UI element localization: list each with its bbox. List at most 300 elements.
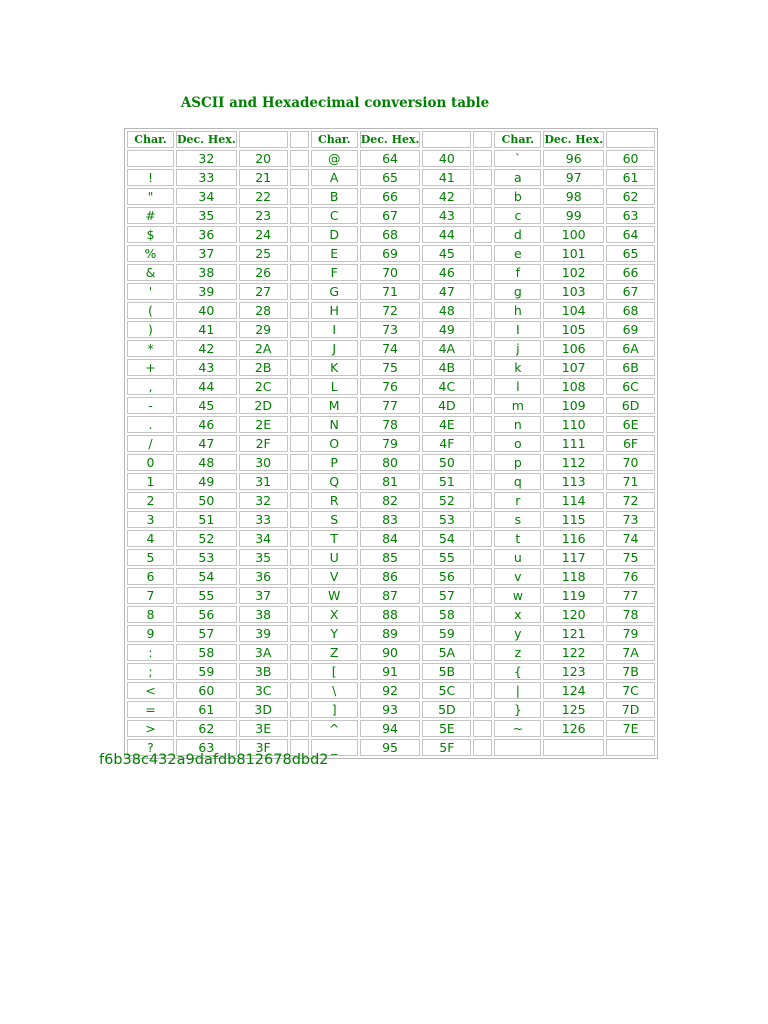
dec-cell: 57 <box>176 625 237 642</box>
table-row <box>127 378 655 395</box>
char-cell: c <box>494 207 541 224</box>
hex-cell: 3A <box>239 644 288 661</box>
char-cell: , <box>127 378 174 395</box>
hex-cell: 47 <box>422 283 471 300</box>
char-cell: { <box>494 663 541 680</box>
hex-cell: 33 <box>239 511 288 528</box>
spacer-cell <box>473 302 492 319</box>
hex-cell: 62 <box>606 188 655 205</box>
char-cell: v <box>494 568 541 585</box>
spacer-cell <box>473 587 492 604</box>
char-cell: O <box>311 435 358 452</box>
dec-cell: 50 <box>176 492 237 509</box>
hex-cell: 22 <box>239 188 288 205</box>
dec-cell: 91 <box>360 663 421 680</box>
char-cell: R <box>311 492 358 509</box>
hex-cell: 4B <box>422 359 471 376</box>
char-cell: w <box>494 587 541 604</box>
hex-cell: 39 <box>239 625 288 642</box>
dec-cell: 62 <box>176 720 237 737</box>
dec-cell: 40 <box>176 302 237 319</box>
char-cell: % <box>127 245 174 262</box>
dec-cell: 56 <box>176 606 237 623</box>
hex-cell: 59 <box>422 625 471 642</box>
hex-cell: 25 <box>239 245 288 262</box>
spacer-cell <box>473 359 492 376</box>
spacer-cell <box>290 568 309 585</box>
char-cell: t <box>494 530 541 547</box>
spacer-cell <box>473 568 492 585</box>
dec-cell: 43 <box>176 359 237 376</box>
ascii-conversion-table <box>124 128 658 759</box>
table-body <box>127 150 655 756</box>
dec-cell: 45 <box>176 397 237 414</box>
char-cell: * <box>127 340 174 357</box>
table-row <box>127 264 655 281</box>
char-cell: Z <box>311 644 358 661</box>
dec-cell: 106 <box>543 340 604 357</box>
hex-cell: 2B <box>239 359 288 376</box>
spacer-cell <box>473 663 492 680</box>
char-cell: l <box>494 378 541 395</box>
dec-cell: 100 <box>543 226 604 243</box>
table-row <box>127 720 655 737</box>
dec-cell: 71 <box>360 283 421 300</box>
spacer-cell <box>290 473 309 490</box>
dec-cell: 99 <box>543 207 604 224</box>
char-cell: \ <box>311 682 358 699</box>
table-row <box>127 245 655 262</box>
spacer-cell <box>290 644 309 661</box>
hex-cell: 61 <box>606 169 655 186</box>
hex-cell: 58 <box>422 606 471 623</box>
spacer-cell <box>473 321 492 338</box>
hex-cell: 68 <box>606 302 655 319</box>
char-cell: b <box>494 188 541 205</box>
dec-cell: 81 <box>360 473 421 490</box>
hex-cell: 46 <box>422 264 471 281</box>
char-cell: _ <box>311 739 358 756</box>
dec-cell: 80 <box>360 454 421 471</box>
table-row <box>127 340 655 357</box>
hex-cell: 3D <box>239 701 288 718</box>
hex-cell: 65 <box>606 245 655 262</box>
hex-cell: 70 <box>606 454 655 471</box>
char-cell: r <box>494 492 541 509</box>
char-cell: T <box>311 530 358 547</box>
hex-cell: 66 <box>606 264 655 281</box>
spacer-cell <box>290 511 309 528</box>
dec-cell: 90 <box>360 644 421 661</box>
spacer-cell <box>290 454 309 471</box>
char-cell: z <box>494 644 541 661</box>
dec-cell: 89 <box>360 625 421 642</box>
dec-cell: 83 <box>360 511 421 528</box>
hex-cell: 49 <box>422 321 471 338</box>
dec-cell: 65 <box>360 169 421 186</box>
hex-cell: 42 <box>422 188 471 205</box>
hex-cell: 55 <box>422 549 471 566</box>
hex-cell: 76 <box>606 568 655 585</box>
hex-cell: 69 <box>606 321 655 338</box>
char-cell: N <box>311 416 358 433</box>
char-cell: ) <box>127 321 174 338</box>
hex-cell <box>606 739 655 756</box>
dec-cell: 38 <box>176 264 237 281</box>
dec-cell: 87 <box>360 587 421 604</box>
dec-cell: 94 <box>360 720 421 737</box>
table-row <box>127 188 655 205</box>
dec-cell: 39 <box>176 283 237 300</box>
spacer-cell <box>290 302 309 319</box>
dec-cell: 34 <box>176 188 237 205</box>
dec-cell: 97 <box>543 169 604 186</box>
dec-cell: 126 <box>543 720 604 737</box>
char-cell: 0 <box>127 454 174 471</box>
char-cell: 7 <box>127 587 174 604</box>
dec-cell: 103 <box>543 283 604 300</box>
char-cell: < <box>127 682 174 699</box>
char-cell: Y <box>311 625 358 642</box>
char-cell: ~ <box>494 720 541 737</box>
hex-cell: 2D <box>239 397 288 414</box>
spacer-cell <box>290 359 309 376</box>
char-cell: 1 <box>127 473 174 490</box>
dec-cell: 59 <box>176 663 237 680</box>
hex-cell: 5F <box>422 739 471 756</box>
hex-cell: 7B <box>606 663 655 680</box>
spacer-cell <box>290 701 309 718</box>
spacer-cell <box>473 701 492 718</box>
hex-cell: 41 <box>422 169 471 186</box>
spacer-cell <box>290 587 309 604</box>
hex-cell: 7C <box>606 682 655 699</box>
dec-cell: 63 <box>176 739 237 756</box>
table-row <box>127 549 655 566</box>
hex-cell: 53 <box>422 511 471 528</box>
spacer-cell <box>290 435 309 452</box>
dec-cell: 82 <box>360 492 421 509</box>
char-cell: I <box>311 321 358 338</box>
dec-cell: 122 <box>543 644 604 661</box>
dec-cell: 105 <box>543 321 604 338</box>
char-cell: A <box>311 169 358 186</box>
char-cell: # <box>127 207 174 224</box>
table-row <box>127 530 655 547</box>
hex-cell: 26 <box>239 264 288 281</box>
dec-cell: 44 <box>176 378 237 395</box>
spacer-cell <box>473 131 492 148</box>
hex-cell: 44 <box>422 226 471 243</box>
hex-cell: 79 <box>606 625 655 642</box>
hex-cell: 6C <box>606 378 655 395</box>
dec-cell: 95 <box>360 739 421 756</box>
dec-cell: 78 <box>360 416 421 433</box>
hex-cell: 21 <box>239 169 288 186</box>
hex-cell: 7E <box>606 720 655 737</box>
dec-cell: 125 <box>543 701 604 718</box>
char-cell: d <box>494 226 541 243</box>
dec-cell: 107 <box>543 359 604 376</box>
char-cell <box>494 739 541 756</box>
char-cell: 8 <box>127 606 174 623</box>
dec-cell: 114 <box>543 492 604 509</box>
spacer-cell <box>473 207 492 224</box>
dec-cell: 52 <box>176 530 237 547</box>
spacer-cell <box>473 492 492 509</box>
hex-cell: 6B <box>606 359 655 376</box>
dec-cell: 124 <box>543 682 604 699</box>
spacer-cell <box>290 378 309 395</box>
dec-cell: 66 <box>360 188 421 205</box>
char-cell: C <box>311 207 358 224</box>
dec-cell: 36 <box>176 226 237 243</box>
hex-cell: 74 <box>606 530 655 547</box>
dec-cell: 35 <box>176 207 237 224</box>
hex-cell: 64 <box>606 226 655 243</box>
spacer-cell <box>473 549 492 566</box>
dec-cell: 32 <box>176 150 237 167</box>
table-header-row <box>127 131 655 148</box>
char-cell: L <box>311 378 358 395</box>
hex-cell: 63 <box>606 207 655 224</box>
dec-cell: 111 <box>543 435 604 452</box>
dec-cell: 96 <box>543 150 604 167</box>
spacer-cell <box>473 739 492 756</box>
char-cell: f <box>494 264 541 281</box>
hex-cell: 78 <box>606 606 655 623</box>
spacer-cell <box>473 473 492 490</box>
hex-cell: 4C <box>422 378 471 395</box>
hex-cell: 2F <box>239 435 288 452</box>
spacer-cell <box>290 321 309 338</box>
spacer-cell <box>473 264 492 281</box>
spacer-cell <box>473 169 492 186</box>
table-row <box>127 435 655 452</box>
dec-cell: 119 <box>543 587 604 604</box>
hex-cell: 73 <box>606 511 655 528</box>
spacer-cell <box>473 606 492 623</box>
spacer-cell <box>473 188 492 205</box>
dec-cell: 98 <box>543 188 604 205</box>
char-cell: ( <box>127 302 174 319</box>
dec-cell: 117 <box>543 549 604 566</box>
hex-cell: 67 <box>606 283 655 300</box>
dec-cell: 54 <box>176 568 237 585</box>
table-row <box>127 321 655 338</box>
dec-cell: 74 <box>360 340 421 357</box>
hex-cell: 4F <box>422 435 471 452</box>
dec-cell: 58 <box>176 644 237 661</box>
hex-cell: 23 <box>239 207 288 224</box>
char-cell: I <box>494 321 541 338</box>
char-cell: | <box>494 682 541 699</box>
hex-cell: 31 <box>239 473 288 490</box>
table-row <box>127 663 655 680</box>
hex-cell: 57 <box>422 587 471 604</box>
char-cell: K <box>311 359 358 376</box>
spacer-cell <box>473 340 492 357</box>
dec-cell: 41 <box>176 321 237 338</box>
char-cell: = <box>127 701 174 718</box>
spacer-cell <box>290 416 309 433</box>
spacer-cell <box>290 663 309 680</box>
spacer-cell <box>290 188 309 205</box>
dec-cell: 33 <box>176 169 237 186</box>
char-cell: ; <box>127 663 174 680</box>
dec-cell: 64 <box>360 150 421 167</box>
spacer-cell <box>473 283 492 300</box>
dec-cell: 85 <box>360 549 421 566</box>
hex-header <box>422 131 471 148</box>
dec-cell: 116 <box>543 530 604 547</box>
dec-cell: 73 <box>360 321 421 338</box>
dec-cell: 69 <box>360 245 421 262</box>
dec-cell: 88 <box>360 606 421 623</box>
table-row <box>127 454 655 471</box>
char-cell: ` <box>494 150 541 167</box>
dec-cell: 61 <box>176 701 237 718</box>
table-row <box>127 587 655 604</box>
dec-cell: 102 <box>543 264 604 281</box>
hex-cell: 56 <box>422 568 471 585</box>
char-cell: e <box>494 245 541 262</box>
spacer-cell <box>290 492 309 509</box>
char-cell: P <box>311 454 358 471</box>
hex-cell: 36 <box>239 568 288 585</box>
hex-header <box>239 131 288 148</box>
dec-cell: 120 <box>543 606 604 623</box>
hex-cell: 5B <box>422 663 471 680</box>
char-cell: - <box>127 397 174 414</box>
table-row <box>127 150 655 167</box>
dec-cell: 68 <box>360 226 421 243</box>
hex-cell: 71 <box>606 473 655 490</box>
char-cell: . <box>127 416 174 433</box>
char-cell: g <box>494 283 541 300</box>
dec-cell: 79 <box>360 435 421 452</box>
hex-cell: 38 <box>239 606 288 623</box>
spacer-cell <box>473 682 492 699</box>
dec-cell <box>543 739 604 756</box>
char-cell: B <box>311 188 358 205</box>
char-cell: J <box>311 340 358 357</box>
spacer-cell <box>290 530 309 547</box>
hex-cell: 6F <box>606 435 655 452</box>
dec-cell: 109 <box>543 397 604 414</box>
char-cell: ' <box>127 283 174 300</box>
hex-cell: 52 <box>422 492 471 509</box>
spacer-cell <box>290 340 309 357</box>
dec-cell: 48 <box>176 454 237 471</box>
hex-cell: 51 <box>422 473 471 490</box>
spacer-cell <box>290 549 309 566</box>
dec-cell: 55 <box>176 587 237 604</box>
char-cell: y <box>494 625 541 642</box>
spacer-cell <box>473 150 492 167</box>
spacer-cell <box>473 511 492 528</box>
table-row <box>127 606 655 623</box>
spacer-cell <box>473 226 492 243</box>
table-row <box>127 207 655 224</box>
page-title: ASCII and Hexadecimal conversion table <box>180 95 490 111</box>
spacer-cell <box>290 682 309 699</box>
char-cell: u <box>494 549 541 566</box>
spacer-cell <box>290 245 309 262</box>
table-row <box>127 359 655 376</box>
char-cell: $ <box>127 226 174 243</box>
spacer-cell <box>473 245 492 262</box>
dec-cell: 47 <box>176 435 237 452</box>
table-row <box>127 492 655 509</box>
dec-cell: 92 <box>360 682 421 699</box>
char-cell: p <box>494 454 541 471</box>
dec-cell: 93 <box>360 701 421 718</box>
hex-cell: 4A <box>422 340 471 357</box>
hex-cell: 20 <box>239 150 288 167</box>
document-hash-text: f6b38c432a9dafdb812678dbd2 <box>99 752 329 768</box>
hex-cell: 48 <box>422 302 471 319</box>
table-row <box>127 701 655 718</box>
dec-cell: 49 <box>176 473 237 490</box>
spacer-cell <box>290 720 309 737</box>
table-row <box>127 568 655 585</box>
char-cell: W <box>311 587 358 604</box>
char-cell: + <box>127 359 174 376</box>
hex-cell: 34 <box>239 530 288 547</box>
char-cell <box>127 150 174 167</box>
char-cell: X <box>311 606 358 623</box>
hex-cell: 4E <box>422 416 471 433</box>
dec-cell: 108 <box>543 378 604 395</box>
hex-cell: 6E <box>606 416 655 433</box>
char-cell: [ <box>311 663 358 680</box>
dec-cell: 53 <box>176 549 237 566</box>
dec-cell: 104 <box>543 302 604 319</box>
table-row <box>127 169 655 186</box>
hex-cell: 5D <box>422 701 471 718</box>
hex-cell: 29 <box>239 321 288 338</box>
spacer-cell <box>473 378 492 395</box>
dec-cell: 118 <box>543 568 604 585</box>
hex-cell: 7D <box>606 701 655 718</box>
char-cell: G <box>311 283 358 300</box>
dec-cell: 84 <box>360 530 421 547</box>
char-cell: 2 <box>127 492 174 509</box>
table-row <box>127 302 655 319</box>
hex-cell: 5A <box>422 644 471 661</box>
hex-cell: 54 <box>422 530 471 547</box>
dec-cell: 113 <box>543 473 604 490</box>
char-cell: S <box>311 511 358 528</box>
hex-cell: 77 <box>606 587 655 604</box>
spacer-cell <box>290 169 309 186</box>
table-row <box>127 226 655 243</box>
hex-cell: 43 <box>422 207 471 224</box>
dec-cell: 110 <box>543 416 604 433</box>
char-cell: @ <box>311 150 358 167</box>
char-cell: V <box>311 568 358 585</box>
dec-cell: 123 <box>543 663 604 680</box>
dec-cell: 115 <box>543 511 604 528</box>
dec-cell: 67 <box>360 207 421 224</box>
table-row <box>127 397 655 414</box>
table-row <box>127 283 655 300</box>
dec-cell: 86 <box>360 568 421 585</box>
char-cell: a <box>494 169 541 186</box>
char-cell: 5 <box>127 549 174 566</box>
hex-cell: 60 <box>606 150 655 167</box>
